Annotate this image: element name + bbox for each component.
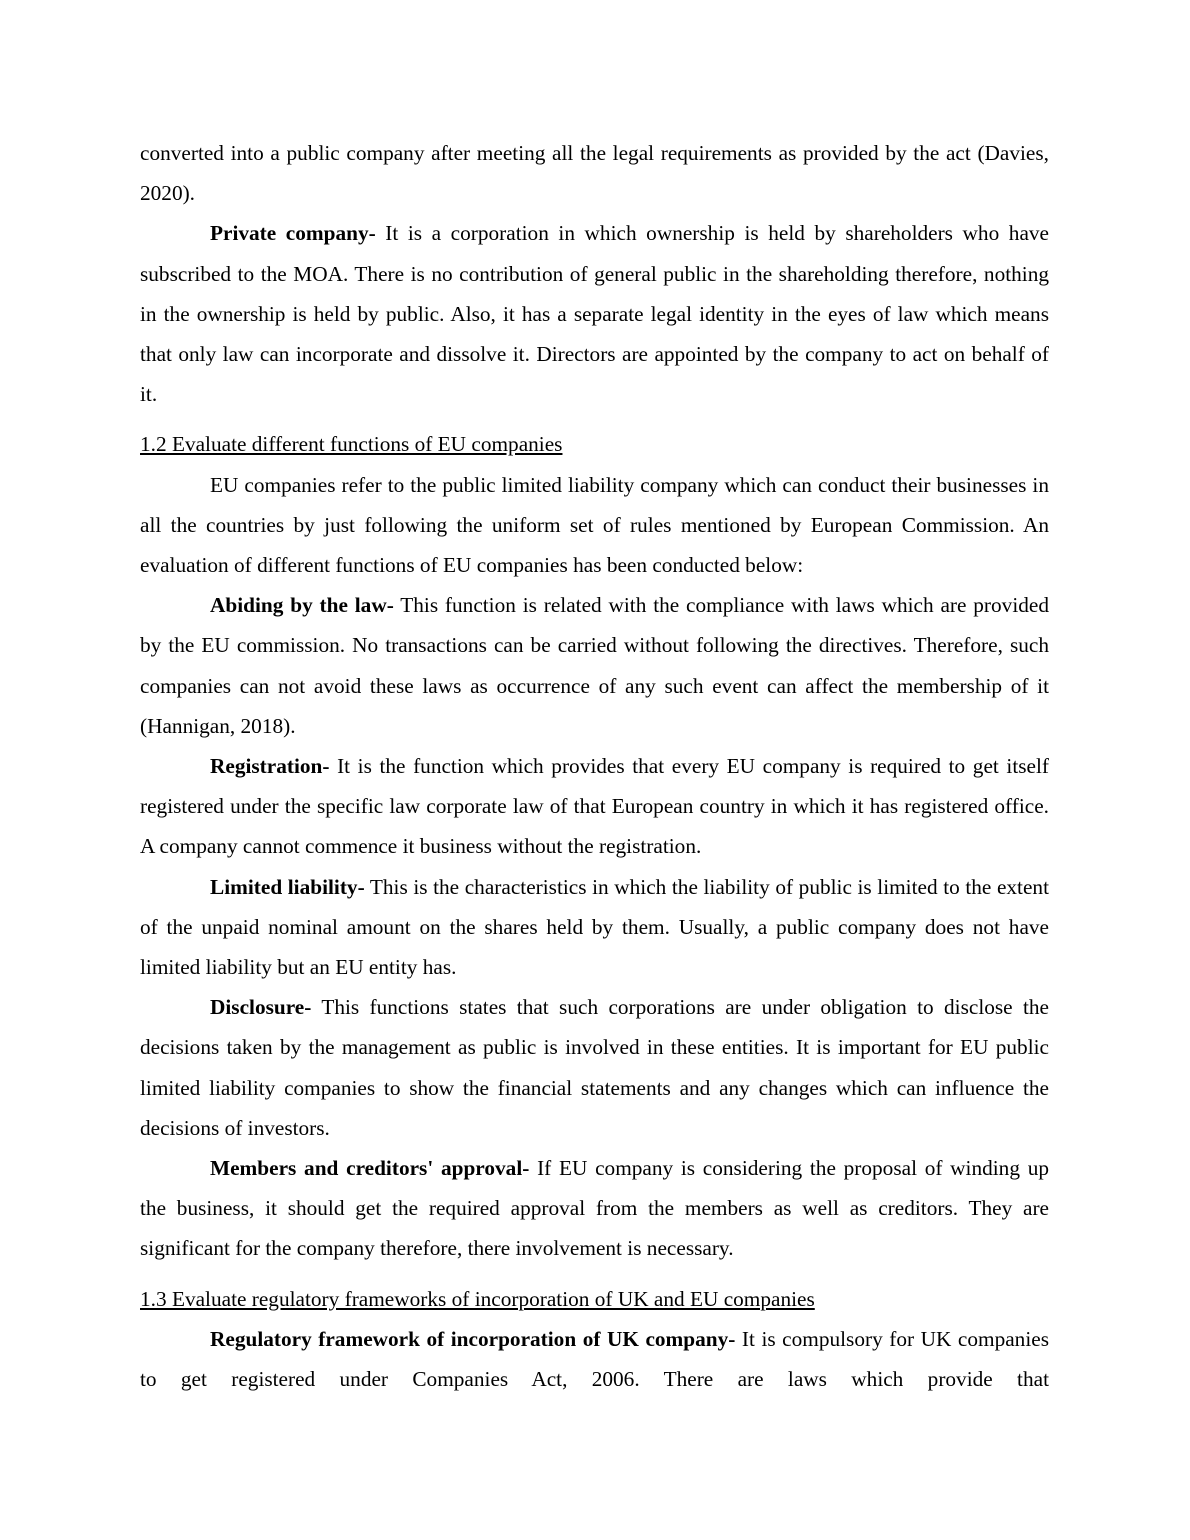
function-term: Registration- (210, 754, 330, 779)
intro-paragraph: converted into a public company after meeting all the legal requirements as provided by the act (Davies, 2020). (140, 141, 1049, 206)
uk-framework-term: Regulatory framework of incorporation of UK company- (210, 1326, 736, 1351)
function-term: Disclosure- (210, 995, 312, 1020)
function-term: Limited liability- (210, 874, 365, 899)
private-company-term: Private company- (210, 221, 376, 246)
function-abiding-by-law (140, 585, 1049, 746)
function-text: This function is related with the compliance with laws which are provided by the EU commission. No transactions can be carried without following the directives. Therefore, such companies can not avoid these laws as occurrence of any such event can affect the membership of it (Hannigan, 2018). (140, 593, 1049, 738)
function-registration (140, 746, 1049, 867)
uk-framework-paragraph (140, 1319, 1049, 1399)
function-term: Abiding by the law- (210, 593, 394, 618)
section-1-2-heading: 1.2 Evaluate different functions of EU companies (140, 432, 563, 457)
function-text: It is the function which provides that every EU company is required to get itself registered under the specific law corporate law of that European country in which it has registered office. A company cannot commence it business without the registration. (140, 754, 1049, 859)
private-company-paragraph (140, 213, 1049, 414)
section-1-2-intro: EU companies refer to the public limited liability company which can conduct their businesses in all the countries by just following the uniform set of rules mentioned by European Commission. An evaluation of different functions of EU companies has been conducted below: (140, 472, 1049, 578)
private-company-text: It is a corporation in which ownership is held by shareholders who have subscribed to the MOA. There is no contribution of general public in the shareholding therefore, nothing in the ownership is held by public. Also, it has a separate legal identity in the eyes of law which means that only law can incorporate and dissolve it. Directors are appointed by the company to act on behalf of it. (140, 221, 1049, 407)
function-text: This is the characteristics in which the liability of public is limited to the extent of the unpaid nominal amount on the shares held by them. Usually, a public company does not have limited liability but an EU entity has. (140, 874, 1049, 980)
function-term: Members and creditors' approval- (210, 1156, 530, 1181)
function-text: If EU company is considering the proposal of winding up the business, it should get the required approval from the members as well as creditors. They are significant for the company therefore, there involvement is necessary. (140, 1156, 1049, 1261)
function-text: This functions states that such corporations are under obligation to disclose the decisions taken by the management as public is involved in these entities. It is important for EU public limited liability companies to show the financial statements and any changes which can influence the decisions of investors. (140, 995, 1049, 1140)
function-disclosure (140, 987, 1049, 1148)
uk-framework-text: It is compulsory for UK companies to get registered under Companies Act, 2006. There are laws which provide that (140, 1326, 1049, 1392)
function-members-creditors-approval (140, 1148, 1049, 1269)
section-1-3-heading: 1.3 Evaluate regulatory frameworks of incorporation of UK and EU companies (140, 1286, 815, 1311)
document-page (140, 133, 1049, 1399)
function-limited-liability (140, 867, 1049, 988)
